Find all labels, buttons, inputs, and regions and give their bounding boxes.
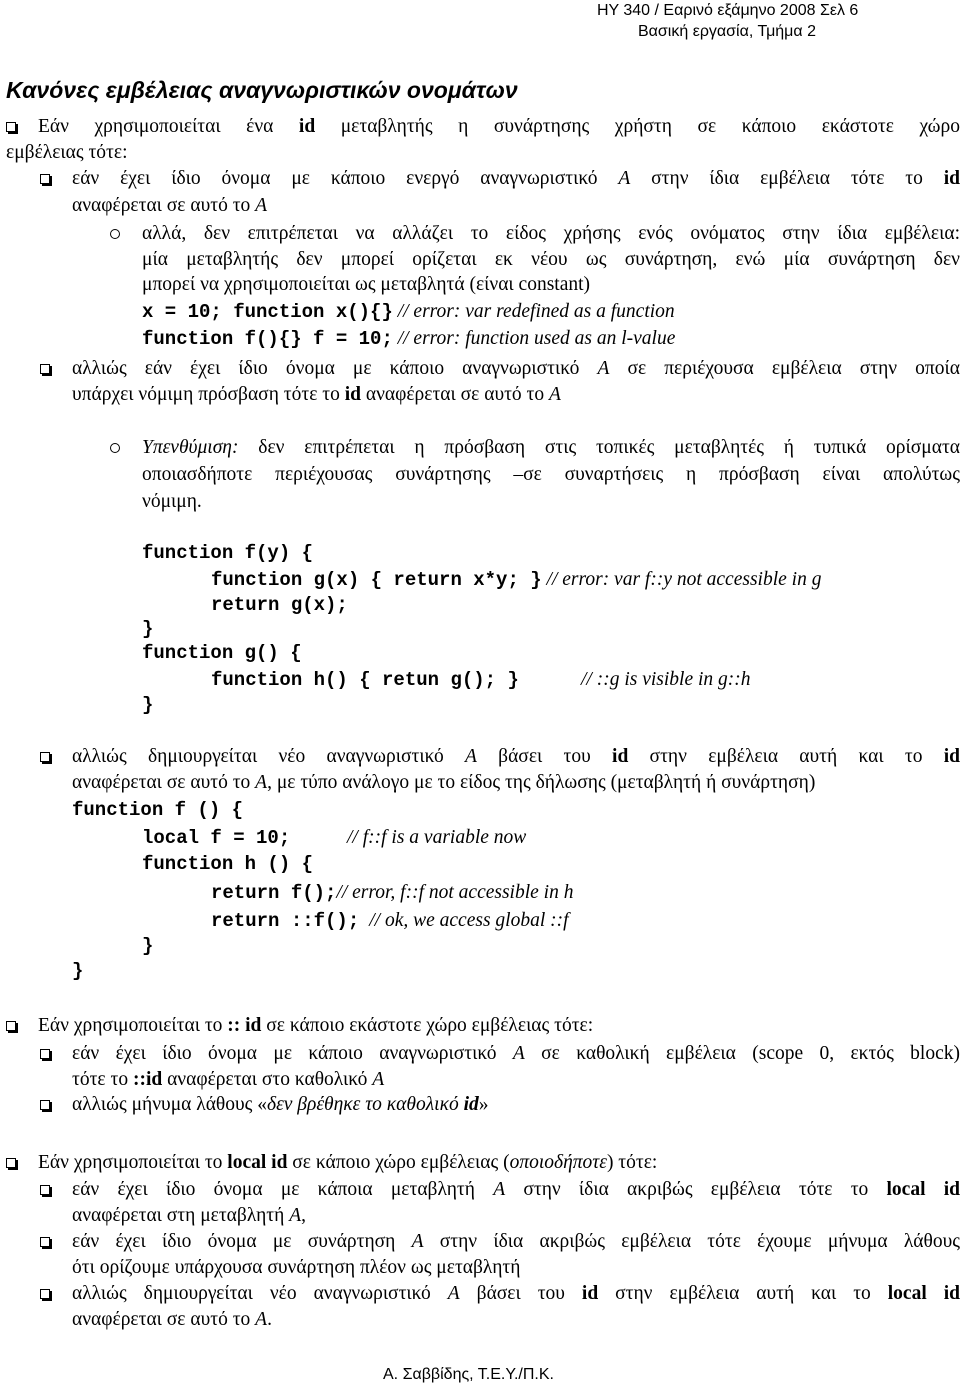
- bullet-circle-icon: [110, 229, 120, 239]
- code-block-line: local f = 10;: [142, 827, 291, 849]
- bullet-circle-icon: [110, 443, 120, 453]
- bullet-square-icon: [40, 1289, 50, 1299]
- code-block-line: }: [142, 618, 154, 640]
- s1-bullet-3-line-2: αναφέρεται σε αυτό το Α, με τύπο ανάλογο με το είδος της δήλωσης (μεταβλητή ή συνάρτηση): [72, 772, 816, 793]
- bullet-square-icon: [40, 1100, 50, 1110]
- bullet-square-icon: [40, 1185, 50, 1195]
- s1-sub-line-3: μπορεί να χρησιμοποιείται ως μεταβλητά (είναι constant): [142, 274, 591, 295]
- section-1-line-1: Εάν χρησιμοποιείται ένα id μεταβλητής η συνάρτησης χρήστη σε κάποιο εκάστοτε χώρο: [38, 116, 960, 137]
- bullet-square-icon: [40, 364, 50, 374]
- s1-bullet-3-line-1: αλλιώς δημιουργείται νέο αναγνωριστικό Α βάσει του id στην εμβέλεια αυτή και το id: [72, 746, 960, 767]
- s2-bullet-2: αλλιώς μήνυμα λάθους «δεν βρέθηκε το καθολικό id»: [72, 1094, 489, 1115]
- section-1-line-2: εμβέλειας τότε:: [6, 142, 128, 163]
- s3-bullet-3-line-1: αλλιώς δημιουργείται νέο αναγνωριστικό Α βάσει του id στην εμβέλεια αυτή και το local id: [72, 1283, 960, 1304]
- code-block-line: function g(x) { return x*y; } // error: var f::y not accessible in g: [211, 569, 822, 591]
- bullet-square-icon: [6, 122, 16, 132]
- page-title: Κανόνες εμβέλειας αναγνωριστικών ονομάτων: [6, 77, 518, 103]
- code-block-line: function h () {: [142, 853, 314, 875]
- code-example-1: x = 10; function x(){} // error: var redefined as a function: [142, 301, 675, 323]
- s1-sub-line-2: μία μεταβλητής δεν μπορεί ορίζεται εκ νέου ως συνάρτηση, ενώ μία συνάρτηση δεν: [142, 249, 960, 270]
- code-block-comment: // f::f is a variable now: [347, 827, 527, 848]
- bullet-square-icon: [40, 1237, 50, 1247]
- s3-bullet-2-line-1: εάν έχει ίδιο όνομα με συνάρτηση Α στην ίδια ακριβώς εμβέλεια τότε έχουμε μήνυμα λάθους: [72, 1231, 960, 1252]
- code-block-comment: // ::g is visible in g::h: [581, 669, 751, 690]
- code-block-line: function f(y) {: [142, 542, 314, 564]
- s1-bullet-1-line-1: εάν έχει ίδιο όνομα με κάποιο ενεργό αναγνωριστικό Α στην ίδια εμβέλεια τότε το id: [72, 168, 960, 189]
- s3-bullet-1-line-1: εάν έχει ίδιο όνομα με κάποια μεταβλητή Α στην ίδια ακριβώς εμβέλεια τότε το local id: [72, 1179, 960, 1200]
- code-block-line: return g(x);: [211, 594, 348, 616]
- s2-bullet-1-line-2: τότε το ::id αναφέρεται στο καθολικό Α: [72, 1069, 385, 1090]
- code-block-line: function f () {: [72, 799, 244, 821]
- bullet-square-icon: [40, 174, 50, 184]
- code-block-line: return f();// error, f::f not accessible in h: [211, 882, 574, 904]
- bullet-square-icon: [6, 1158, 16, 1168]
- page-footer: Α. Σαββίδης, Τ.Ε.Υ./Π.Κ.: [383, 1366, 554, 1383]
- s1-bullet-2-line-2: υπάρχει νόμιμη πρόσβαση τότε το id αναφέρεται σε αυτό το Α: [72, 384, 561, 405]
- code-block-line: function g() {: [142, 642, 302, 664]
- s3-bullet-1-line-2: αναφέρεται στη μεταβλητή Α,: [72, 1205, 307, 1226]
- reminder-line-3: νόμιμη.: [142, 491, 202, 512]
- page-header-line-1: ΗΥ 340 / Εαρινό εξάμηνο 2008 Σελ 6: [597, 2, 859, 19]
- bullet-square-icon: [6, 1021, 16, 1031]
- bullet-square-icon: [40, 1049, 50, 1059]
- page-header-line-2: Βασική εργασία, Τμήμα 2: [638, 23, 816, 40]
- s2-bullet-1-line-1: εάν έχει ίδιο όνομα με κάποιο αναγνωριστικό Α σε καθολική εμβέλεια (scope 0, εκτός block): [72, 1043, 960, 1064]
- reminder-line-2: οποιασδήποτε περιέχουσας συνάρτησης –σε συναρτήσεις η πρόσβαση είναι απολύτως: [142, 464, 960, 485]
- s3-bullet-3-line-2: αναφέρεται σε αυτό το Α.: [72, 1309, 272, 1330]
- s1-sub-line-1: αλλά, δεν επιτρέπεται να αλλάζει το είδος χρήσης ενός ονόματος στην ίδια εμβέλεια:: [142, 223, 960, 244]
- code-example-2: function f(){} f = 10; // error: function used as an l-value: [142, 328, 676, 350]
- s1-bullet-2-line-1: αλλιώς εάν έχει ίδιο όνομα με κάποιο αναγνωριστικό Α σε περιέχουσα εμβέλεια στην οποία: [72, 358, 960, 379]
- s1-bullet-1-line-2: αναφέρεται σε αυτό το Α: [72, 195, 268, 216]
- code-block-line: return ::f(); // ok, we access global ::f: [211, 910, 569, 932]
- code-block-line: }: [142, 935, 154, 957]
- code-block-line: function h() { retun g(); }: [211, 669, 519, 691]
- section-2-line-1: Εάν χρησιμοποιείται το :: id σε κάποιο εκάστοτε χώρο εμβέλειας τότε:: [38, 1015, 594, 1036]
- section-3-line-1: Εάν χρησιμοποιείται το local id σε κάποιο χώρο εμβέλειας (οποιοδήποτε) τότε:: [38, 1152, 658, 1173]
- s3-bullet-2-line-2: ότι ορίζουμε υπάρχουσα συνάρτηση πλέον ως μεταβλητή: [72, 1257, 521, 1278]
- code-block-line: }: [72, 960, 84, 982]
- bullet-square-icon: [40, 752, 50, 762]
- code-block-line: }: [142, 694, 154, 716]
- reminder-line-1: Υπενθύμιση: δεν επιτρέπεται η πρόσβαση στις τοπικές μεταβλητές ή τυπικά ορίσματα: [142, 437, 960, 458]
